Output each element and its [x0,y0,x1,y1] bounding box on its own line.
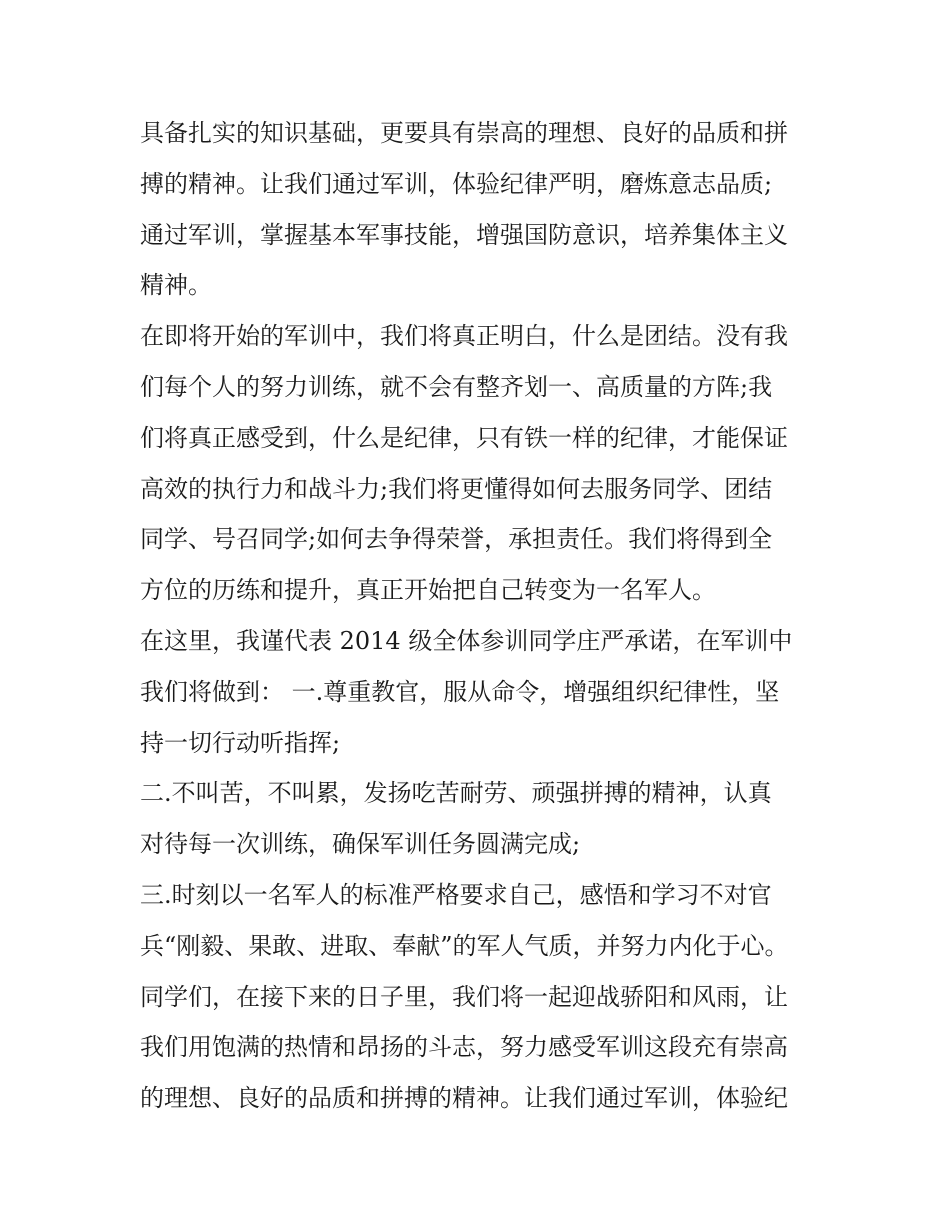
text-line: 精神。 [140,271,212,300]
text-line: 们将真正感受到，什么是纪律，只有铁一样的纪律，才能保证 [140,423,788,452]
text-line: 在即将开始的军训中，我们将真正明白，什么是团结。没有我 [140,322,788,351]
text-line: 我们用饱满的热情和昂扬的斗志，努力感受军训这段充有崇高 [140,1033,788,1062]
text-line: 我们将做到： 一.尊重教官，服从命令，增强组织纪律性，坚 [140,677,780,706]
text-line: 兵“刚毅、果敢、进取、奉献”的军人气质，并努力内化于心。 [140,931,789,960]
text-line: 通过军训，掌握基本军事技能，增强国防意识，培养集体主义 [140,220,788,249]
text-line: 同学们，在接下来的日子里，我们将一起迎战骄阳和风雨，让 [140,982,788,1011]
text-line: 在这里，我谨代表 2014 级全体参训同学庄严承诺，在军训中 [140,626,793,655]
text-line: 持一切行动听指挥; [140,728,341,757]
text-line: 二.不叫苦，不叫累，发扬吃苦耐劳、顽强拼搏的精神，认真 [140,779,772,808]
document-body-text [140,108,820,1124]
text-line: 方位的历练和提升，真正开始把自己转变为一名军人。 [140,576,716,605]
text-line: 对待每一次训练，确保军训任务圆满完成; [140,830,581,859]
text-line: 同学、号召同学;如何去争得荣誉，承担责任。我们将得到全 [140,525,773,554]
text-line: 搏的精神。让我们通过军训，体验纪律严明，磨炼意志品质; [140,169,773,198]
text-line: 高效的执行力和战斗力;我们将更懂得如何去服务同学、团结 [140,474,773,503]
text-line: 三.时刻以一名军人的标准严格要求自己，感悟和学习不对官 [140,880,772,909]
text-line: 的理想、良好的品质和拼搏的精神。让我们通过军训，体验纪 [140,1084,788,1113]
text-line: 具备扎实的知识基础，更要具有崇高的理想、良好的品质和拼 [140,119,788,147]
text-line: 们每个人的努力训练，就不会有整齐划一、高质量的方阵;我 [140,372,773,401]
